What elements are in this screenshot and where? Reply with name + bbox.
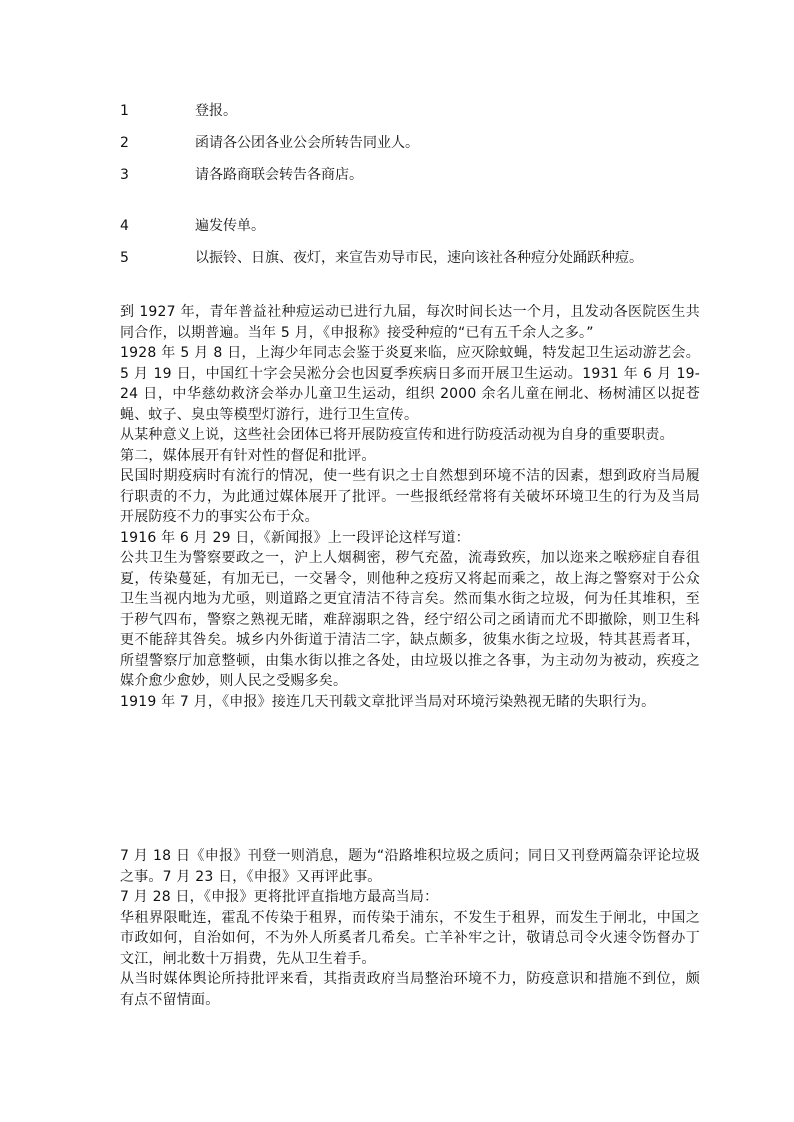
list-item-number: 4	[120, 218, 129, 234]
list-item	[120, 100, 720, 122]
paragraph: 1916 年 6 月 29 日，《新闻报》上一段评论这样写道：	[120, 529, 470, 546]
list-item	[120, 164, 720, 186]
list-item-text: 函请各公团各业公会所转告同业人。	[195, 135, 419, 151]
paragraph: 从当时媒体舆论所持批评来看，其指责政府当局整治环境不力，防疫意识和措施不到位，颇有点不留情面。	[120, 971, 700, 1008]
list-item-text: 以振铃、日旗、夜灯，来宣告劝导市民，速向该社各种痘分处踊跃种痘。	[195, 250, 643, 266]
paragraph: 1928 年 5 月 8 日，上海少年同志会鉴于炎夏来临，应灭除蚊蝇，特发起卫生运动游艺会。5 月 19 日，中国红十字会吴淞分会也因夏季疾病日多而开展卫生运动。1931 年 6 月 19-24 日，中华慈幼救济会举办儿童卫生运动，组织 2000 余名儿童在闸北、杨树浦区以捉苍蝇、蚊子、臭虫等模型灯游行，进行卫生宣传。	[120, 345, 700, 423]
list-item-text: 请各路商联会转告各商店。	[195, 167, 363, 183]
paragraph: 7 月 28 日，《申报》更将批评直指地方最高当局：	[120, 889, 439, 905]
paragraph: 民国时期疫病时有流行的情况，使一些有识之士自然想到环境不洁的因素，想到政府当局履行职责的不力，为此通过媒体展开了批评。一些报纸经常将有关破坏环境卫生的行为及当局开展防疫不力的事实公布于众。	[120, 468, 700, 525]
list-item	[120, 247, 720, 269]
paragraph: 第二，媒体展开有针对性的督促和批评。	[120, 447, 376, 464]
paragraph: 7 月 18 日《申报》刊登一则消息，题为“沿路堆积垃圾之质问；同日又刊登两篇杂评论垃圾之事。7 月 23 日，《申报》又再评此事。	[120, 848, 700, 885]
paragraph: 从某种意义上说，这些社会团体已将开展防疫宣传和进行防疫活动视为自身的重要职责。	[120, 427, 674, 443]
list-item	[120, 132, 720, 154]
list-item-number: 3	[120, 167, 129, 183]
body-section-2	[120, 846, 700, 1010]
list-item-number: 2	[120, 135, 129, 151]
list-item-number: 1	[120, 103, 129, 119]
quoted-commentary: 公共卫生为警察要政之一，沪上人烟稠密，秽气充盈，流毒致疾，加以迩来之喉痧症自春徂夏，传染蔓延，有加无已，一交暑令，则他种之疫疠又将起而乘之，故上海之警察对于公众卫生当视内地为尤亟，则道路之更宜清洁不待言矣。然而集水街之垃圾，何为任其堆积，至于秽气四布，警察之熟视无睹，难辞溺职之咎，经宁绍公司之函请而尤不即撤除，则卫生科更不能辞其咎矣。城乡内外街道于清洁二字，缺点颇多，彼集水街之垃圾，特其甚焉者耳，所望警察厅加意整顿，由集水街以推之各处，由垃圾以推之各事，为主动勿为被动，疾疫之媒介愈少愈妙，则人民之受赐多矣。	[120, 550, 700, 689]
quoted-commentary: 华租界限毗连，霍乱不传染于租界，而传染于浦东，不发生于租界，而发生于闸北，中国之市政如何，自治如何，不为外人所奚者几希矣。亡羊补牢之计，敬请总司令火速令饬督办丁文江，闸北数十万捐费，先从卫生着手。	[120, 909, 700, 967]
list-item-text: 遍发传单。	[195, 218, 265, 234]
list-item	[120, 215, 720, 237]
list-item-text: 登报。	[195, 103, 237, 119]
list-item-number: 5	[120, 250, 129, 266]
paragraph: 1919 年 7 月，《申报》接连几天刊载文章批评当局对环境污染熟视无睹的失职行为。	[120, 693, 656, 710]
paragraph: 到 1927 年，青年普益社种痘运动已进行九届，每次时间长达一个月，且发动各医院医生共同合作，以期普遍。当年 5 月，《申报称》接受种痘的“已有五千余人之多。”	[120, 304, 700, 341]
body-section-1	[120, 302, 700, 712]
